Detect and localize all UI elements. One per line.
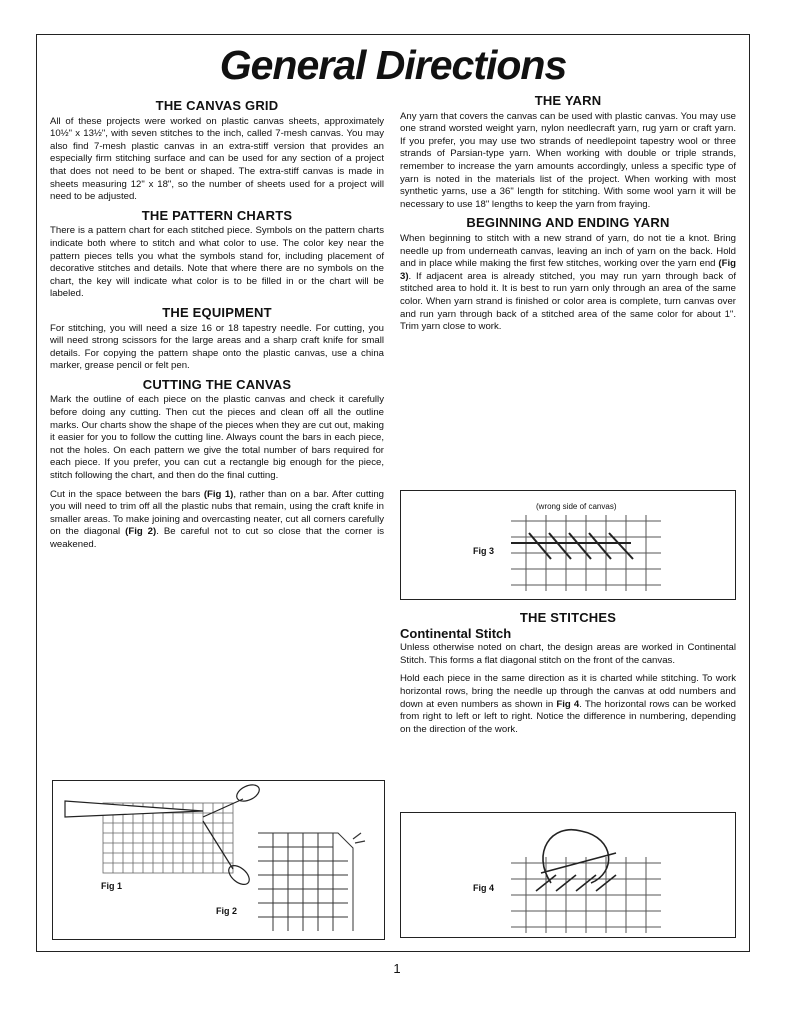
- canvas-grid-body: All of these projects were worked on plastic canvas sheets, approximately 10½" x 13½", with seven stitches to the inch, called 7-mesh canvas. You may also find 7-mesh plastic canvas in an extra-stiff version that provides an especially firm stitching surface and can be used for any section of a project that does not need to be bent or shaped. The extra-stiff canvas is made in sheets measuring 12" x 18", so the number of sheets used for a project will need to be adjusted.: [50, 115, 384, 203]
- fig1-fig2-illustration: [53, 781, 386, 941]
- fig4-label: Fig 4: [473, 883, 495, 893]
- equipment-heading: THE EQUIPMENT: [162, 304, 272, 320]
- needle-and-yarn: [536, 830, 616, 891]
- stitches-body-1: Unless otherwise noted on chart, the design areas are worked in Continental Stitch. This forms a flat diagonal stitch on the front of the canvas.: [400, 642, 736, 666]
- fig3-label: Fig 3: [473, 546, 495, 556]
- pattern-charts-body: There is a pattern chart for each stitched piece. Symbols on the pattern charts indicate both where to stitch and what color to use. The color key near the pattern pieces tells you what the symbols stand for, including placement of decorative stitches and details. Note that where there are no symbols on the chart, the key will indicate what color is to be filled in or the chart will be labeled.: [50, 225, 384, 300]
- stitches-section: [400, 612, 736, 742]
- cutting-body-1: Mark the outline of each piece on the plastic canvas and check it carefully before doing any cutting. Then cut the pieces and clean off all the outline marks. Our charts show the shape of the pieces when they are cut out, making it easier for you to follow the cutting line. Always count the bars in each piece, not the holes. On each pattern we give the total number of bars required for each piece. If you prefer, you can cut a rectangle big enough for the piece, stitch following the chart, and then do the final cutting.: [50, 394, 384, 482]
- figure-4-box: [400, 812, 736, 938]
- stitches-heading: THE STITCHES: [519, 610, 617, 625]
- fig2-label: Fig 2: [216, 906, 238, 916]
- begin-end-body: When beginning to stitch with a new strand of yarn, do not tie a knot. Bring needle up from underneath canvas, leaving an inch of yarn on the back. Hold and in place while making the first few stitches, working over the yarn end (Fig 3). If adjacent area is already stitched, you may run yarn through back of stitched area to hold it. It is best to run yarn only through an area of the same color. When yarn strand is finished or color area is complete, turn canvas over and run yarn through back of a stitched area of the same color for about 1". Trim yarn close to work.: [400, 232, 736, 333]
- canvas-grid-heading: THE CANVAS GRID: [155, 98, 279, 113]
- fig4-canvas-grid: [511, 857, 661, 933]
- fig2-ref: (Fig 2): [125, 526, 157, 538]
- figure-1-2-box: [52, 780, 385, 940]
- equipment-body: For stitching, you will need a size 16 or 18 tapestry needle. For cutting, you will need strong scissors for the large areas and a sharp craft knife for small details. For copying the pattern shape onto the plastic canvas, use a china marker, grease pencil or felt pen.: [50, 322, 384, 372]
- fig4-illustration: [401, 813, 737, 939]
- fig4-ref: Fig 4: [556, 698, 580, 710]
- begin-end-heading: BEGINNING AND ENDING YARN: [466, 215, 670, 231]
- scissors-icon: [65, 782, 262, 888]
- right-column: [400, 95, 736, 340]
- figure-3-box: [400, 490, 736, 600]
- pattern-charts-heading: THE PATTERN CHARTS: [141, 207, 293, 223]
- fig3-ref: (Fig 3): [400, 258, 736, 282]
- continental-stitch-heading: Continental Stitch: [400, 625, 512, 641]
- stitches-body-2: Hold each piece in the same direction as it is charted while stitching. To work horizontal rows, bring the needle up through the canvas at odd numbers and down at even numbers as shown in Fig 4. The horizontal rows can be worked from right to left or left to right. Notice the difference in numbering, depending on the direction of the work.: [400, 673, 737, 735]
- left-column: [50, 100, 384, 558]
- page-number: 1: [393, 961, 401, 976]
- yarn-body: Any yarn that covers the canvas can be used with plastic canvas. You may use one strand worsted weight yarn, nylon needlecraft yarn, rug yarn or craft yarn. If you prefer, you may use two strands of needlepoint tapestry wool or three strands of Parsian-type yarn. When working with double or triple strands, remember to increase the yarn amounts accordingly, unless a specific type of yarn is noted in the materials list of the project. When working with most synthetic yarns, use a 36" length for stitching. With some wool yarn it will be necessary to use 18" lengths to keep the yarn from fraying.: [400, 110, 736, 210]
- fig1-label: Fig 1: [101, 881, 123, 891]
- page-title: General Directions: [219, 42, 567, 88]
- fig2-canvas-grid: [258, 833, 365, 931]
- cutting-body-2: Cut in the space between the bars (Fig 1), rather than on a bar. After cutting you will need to trim off all the plastic nubs that remain, using the craft knife in smaller areas. To make joining and overcasting neater, cut all corners carefully on the diagonal (Fig 2). Be careful not to cut so close that the corner is weakened.: [50, 488, 385, 550]
- cutting-heading: CUTTING THE CANVAS: [142, 376, 292, 392]
- fig3-caption: (wrong side of canvas): [536, 502, 617, 511]
- fig1-ref: (Fig 1): [203, 488, 234, 500]
- yarn-heading: THE YARN: [534, 93, 602, 108]
